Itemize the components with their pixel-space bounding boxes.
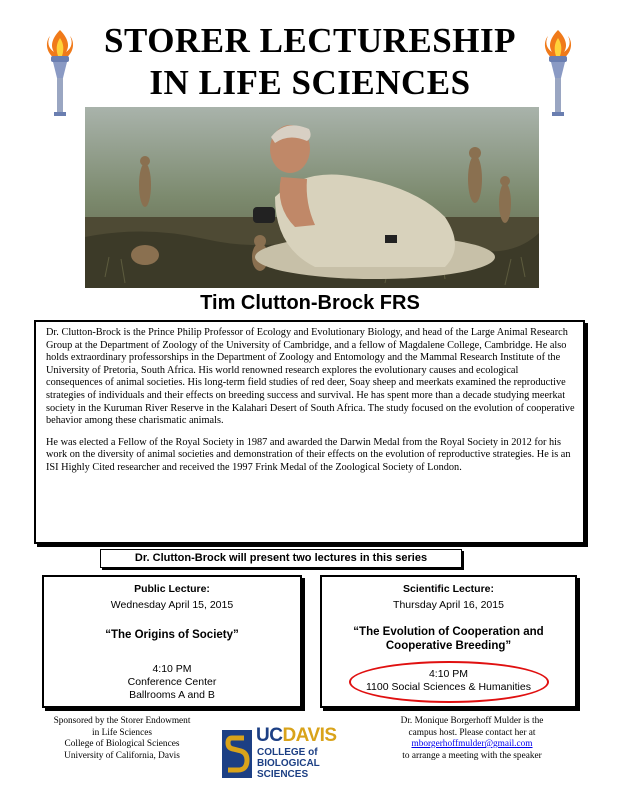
host-line: to arrange a meeting with the speaker <box>402 750 542 761</box>
speaker-name: Tim Clutton-Brock FRS <box>200 292 420 314</box>
lecture-title: “The Origins of Society” <box>105 629 239 641</box>
lecture-date: Thursday April 16, 2015 <box>393 599 504 611</box>
location-highlight-oval <box>349 661 549 703</box>
sponsor-line: College of Biological Sciences <box>64 739 180 749</box>
logo-uc: UC <box>256 725 283 746</box>
host-contact <box>372 716 572 762</box>
logo-line: BIOLOGICAL <box>257 758 320 769</box>
lecture-location: 1100 Social Sciences & Humanities <box>366 681 531 693</box>
lecture-title: “The Evolution of Cooperation and Cooperative Breeding” <box>353 626 544 652</box>
lecture-location: Conference Center <box>127 676 217 688</box>
scientific-lecture-box <box>320 575 577 708</box>
lecture-kind: Scientific Lecture: <box>402 583 495 595</box>
lecture-location: Ballrooms A and B <box>129 689 215 701</box>
bio-box <box>34 320 585 544</box>
speaker-photo <box>85 107 539 288</box>
host-line: Dr. Monique Borgerhoff Mulder is the <box>400 716 544 726</box>
logo-college-name <box>257 747 320 780</box>
lecture-kind: Public Lecture: <box>134 583 210 595</box>
public-lecture-box <box>42 575 302 708</box>
ucdavis-logo <box>222 726 354 784</box>
logo-line: SCIENCES <box>257 769 309 780</box>
sponsor-text <box>22 716 222 762</box>
page-title <box>70 20 550 104</box>
host-email-link[interactable]: mborgerhoffmulder@gmail.com <box>411 739 533 749</box>
title-line-2: IN LIFE SCIENCES <box>149 63 471 102</box>
title-line-1: STORER LECTURESHIP <box>104 21 516 60</box>
lecture-time: 4:10 PM <box>428 668 469 680</box>
sponsor-line: in Life Sciences <box>92 727 152 738</box>
sponsor-line: University of California, Davis <box>64 750 180 761</box>
logo-davis: DAVIS <box>282 725 337 746</box>
host-line: campus host. Please contact her at <box>408 727 536 738</box>
bio-paragraph: Dr. Clutton-Brock is the Prince Philip Professor of Ecology and Evolutionary Biology, and head of the Large Animal Research Group at the Department of Zoology of the University of Cambridge, and a fellow of Magdalene College, Cambridge. He also holds extraordinary professorships in the Department of Zoology and Entomology and the Mammal Research Institute of the University of Pretoria, South Africa. His world renowned research explores the evolutionary causes and ecological consequences of animal societies. His long-term field studies of red deer, Soay sheep and meerkats examined the reproductive strategies of individuals and their effects on breeding success and survival. He has spent more than a decade studying meerkat society in the Kuruman River Reserve in the Kalahari Desert of South Africa. The study focused on the evolution of cooperative behavior among these charismatic animals. <box>46 327 575 427</box>
lecture-date: Wednesday April 15, 2015 <box>110 599 234 611</box>
lecture-time: 4:10 PM <box>152 663 192 675</box>
lecture-series-banner: Dr. Clutton-Brock will present two lectures in this series <box>100 549 462 568</box>
logo-mark <box>222 730 252 778</box>
sponsor-line: Sponsored by the Storer Endowment <box>53 716 191 726</box>
logo-wordmark <box>256 726 337 746</box>
logo-line: COLLEGE of <box>257 747 318 758</box>
logo-s-icon <box>222 730 252 778</box>
bio-paragraph: He was elected a Fellow of the Royal Society in 1987 and awarded the Darwin Medal from the Royal Society in 2012 for his work on the diversity of animal societies and demonstration of their effects on the evolution of reproductive strategies. He is an ISI Highly Cited researcher and received the 1997 Frink Medal of the Zoological Society of London. <box>46 436 571 473</box>
